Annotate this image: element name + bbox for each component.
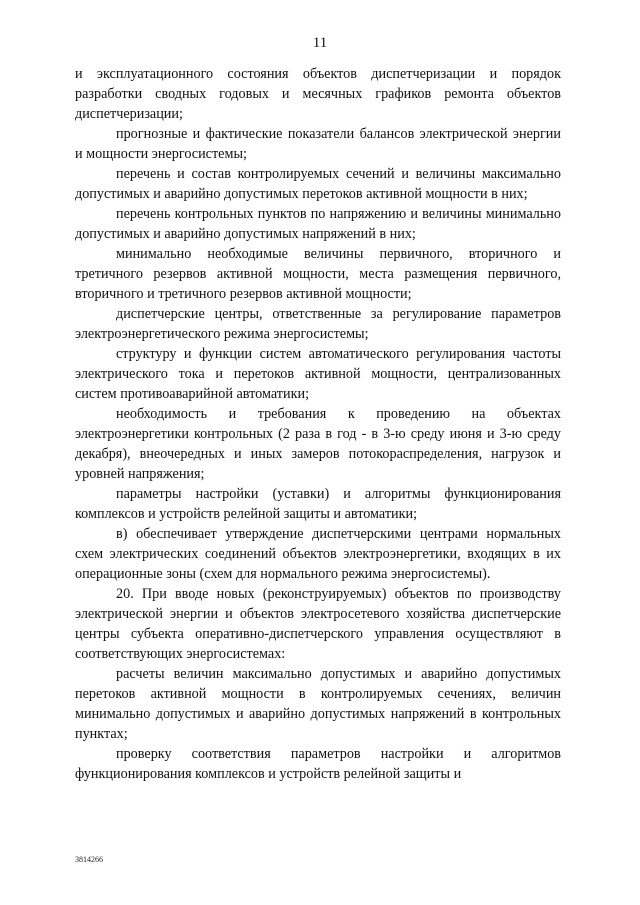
paragraph: диспетчерские центры, ответственные за регулирование параметров электроэнергетического режима энергосистемы; xyxy=(75,306,561,342)
paragraph: перечень контрольных пунктов по напряжению и величины минимально допустимых и аварийно допустимых напряжений в них; xyxy=(75,206,561,242)
body-text xyxy=(75,64,561,784)
paragraph: минимально необходимые величины первичного, вторичного и третичного резервов активной мощности, места размещения первичного, вторичного и третичного резервов активной мощности; xyxy=(75,246,561,302)
paragraph: структуру и функции систем автоматического регулирования частоты электрического тока и перетоков активной мощности, централизованных систем противоаварийной автоматики; xyxy=(75,346,561,402)
paragraph: необходимость и требования к проведению на объектах электроэнергетики контрольных (2 раза в год - в 3-ю среду июня и 3-ю среду декабря), внеочередных и иных замеров потокораспределения, нагрузок и уровней напряжения; xyxy=(75,406,561,482)
paragraph: параметры настройки (уставки) и алгоритмы функционирования комплексов и устройств релейной защиты и автоматики; xyxy=(75,486,561,522)
paragraph: проверку соответствия параметров настройки и алгоритмов функционирования комплексов и устройств релейной защиты и xyxy=(75,746,561,782)
paragraph: расчеты величин максимально допустимых и аварийно допустимых перетоков активной мощности в контролируемых сечениях, величин минимально допустимых и аварийно допустимых напряжений в контрольных пунктах; xyxy=(75,666,561,742)
paragraph: 20. При вводе новых (реконструируемых) объектов по производству электрической энергии и объектов электросетевого хозяйства диспетчерские центры субъекта оперативно-диспетчерского управления осуществляют в соответствующих энергосистемах: xyxy=(75,586,561,662)
paragraph: перечень и состав контролируемых сечений и величины максимально допустимых и аварийно допустимых перетоков активной мощности в них; xyxy=(75,166,561,202)
page-number: 11 xyxy=(312,35,328,51)
paragraph: в) обеспечивает утверждение диспетчерскими центрами нормальных схем электрических соединений объектов электроэнергетики, входящих в их операционные зоны (схем для нормального режима энергосистемы). xyxy=(75,526,561,582)
paragraph: прогнозные и фактические показатели балансов электрической энергии и мощности энергосистемы; xyxy=(75,126,561,162)
paragraph: и эксплуатационного состояния объектов диспетчеризации и порядок разработки сводных годовых и месячных графиков ремонта объектов диспетчеризации; xyxy=(75,66,561,122)
document-code: 3814266 xyxy=(75,855,103,864)
